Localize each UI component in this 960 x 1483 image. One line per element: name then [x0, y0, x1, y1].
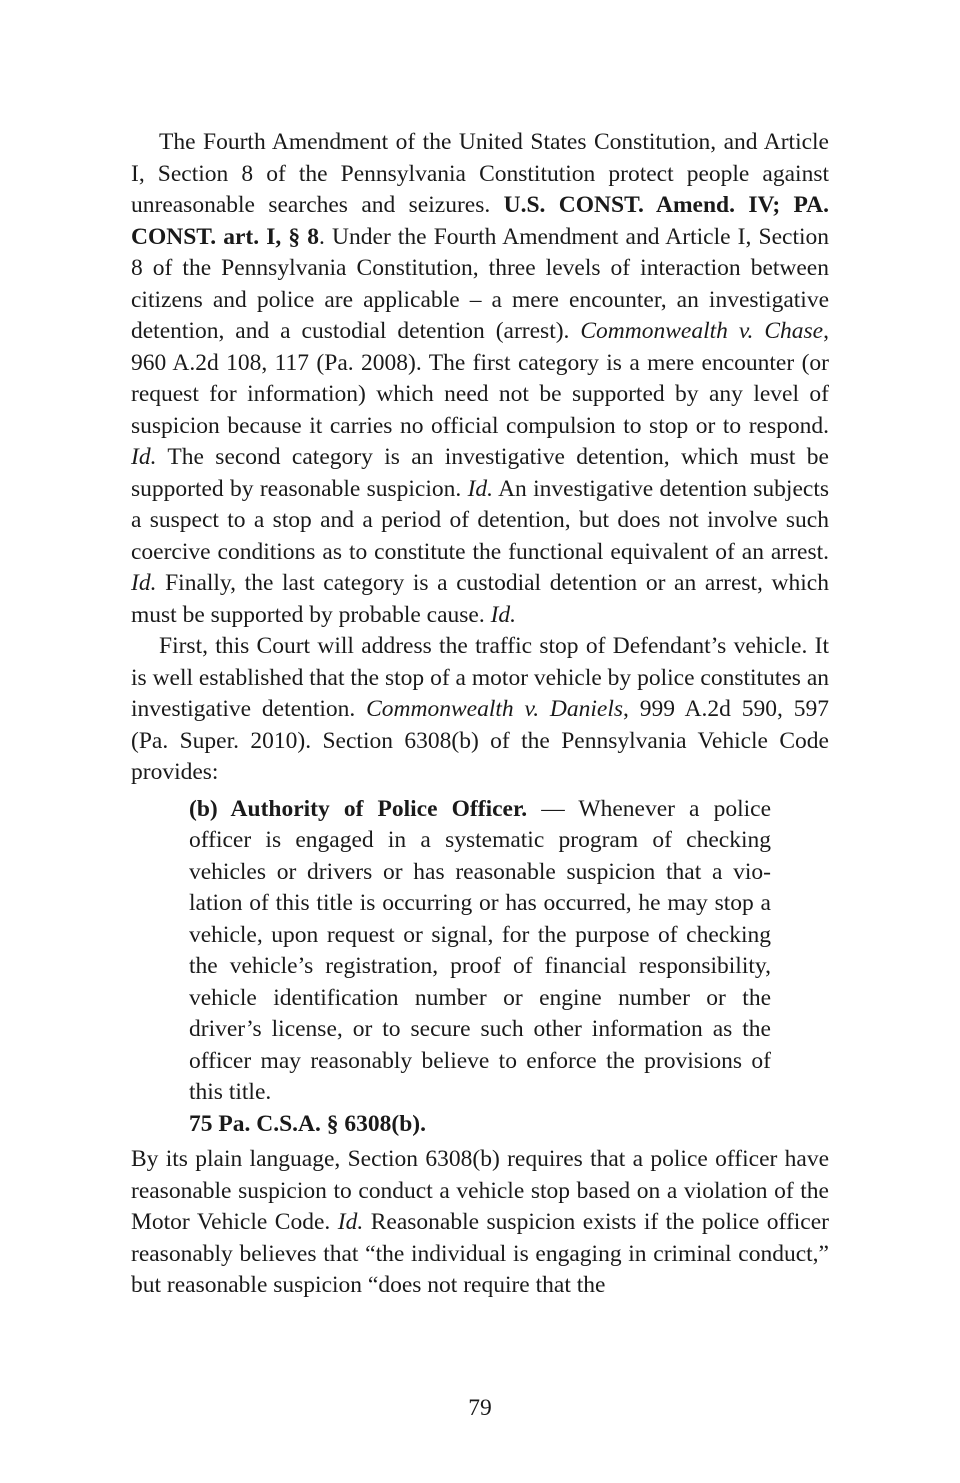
text-segment: First, this Court will address the traffic stop of Defendant’s vehicle. It is well established that the stop of a motor vehicle by police constitutes an investigative detention.	[131, 633, 829, 722]
text-segment: , 960 A.2d 108, 117 (Pa. 2008). The first category is a mere encounter (or request for information) which need not be supported by any level of suspicion because it carries no official compulsion to stop or to respond.	[131, 318, 829, 439]
page-body	[131, 127, 829, 1302]
block-quote	[189, 794, 771, 1109]
text-segment: . Under the Fourth Amendment and Article I, Section 8 of the Pennsylvania Constitution, three levels of interaction between citizens and police are applicable – a mere encounter, an investigative detention, and a custodial detention (arrest).	[131, 223, 829, 344]
text-segment: The Fourth Amendment of the United States Constitution, and Article I, Section 8 of the Pennsylvania Constitution protect people against unreasonable searches and seizures.	[131, 129, 829, 218]
case-citation: Commonwealth v. Chase	[580, 318, 824, 344]
text-segment: Finally, the last category is a custodial detention or an arrest, which must be supported by probable cause.	[131, 570, 829, 628]
block-quote-heading: (b) Authority of Police Officer.	[189, 795, 528, 822]
paragraph-plain-language	[131, 1144, 829, 1302]
page-number: 79	[468, 1395, 492, 1421]
text-segment: , 999 A.2d 590, 597 (Pa. Super. 2010). Section 6308(b) of the Pennsylvania Vehicle Code provides:	[131, 696, 829, 785]
text-segment: By its plain language, Section 6308(b) requires that a police officer have reasonable suspicion to conduct a vehicle stop based on a violation of the Motor Vehicle Code.	[131, 1146, 829, 1235]
id-citation: Id.	[490, 601, 517, 628]
block-quote-text: — Whenever a police officer is engaged in a systematic program of checking vehicles or drivers or has reasonable suspicion that a violation of this title is occurring or has occurred, he may stop a vehicle, upon request or signal, for the purpose of checking the vehicle’s registration, proof of financial responsibility, vehicle identification number or engine number or the driver’s license, or to secure such other information as the officer may reasonably believe to enforce the provisions of this title.	[189, 795, 771, 1105]
paragraph-traffic-stop	[131, 631, 829, 789]
text-segment: Reasonable suspicion exists if the police officer reasonably believes that “the individual is engaging in criminal conduct,” but reasonable suspicion “does not require that the	[131, 1209, 829, 1298]
id-citation: Id.	[467, 475, 494, 502]
id-citation: Id.	[337, 1209, 364, 1235]
statute-citation: U.S. CONST. Amend. IV; PA. CONST. art. I, § 8	[131, 192, 829, 250]
text-segment: The second category is an investigative detention, which must be supported by reasonable suspicion.	[131, 444, 829, 502]
paragraph-constitutional-protections	[131, 127, 829, 631]
block-quote-citation: 75 Pa. C.S.A. § 6308(b).	[189, 1110, 426, 1137]
id-citation: Id.	[131, 444, 157, 470]
text-segment: An investigative detention subjects a suspect to a stop and a period of detention, but does not involve such coercive conditions as to constitute the functional equivalent of an arrest.	[131, 475, 829, 565]
id-citation: Id.	[131, 570, 157, 596]
case-citation: Commonwealth v. Daniels	[366, 696, 624, 722]
